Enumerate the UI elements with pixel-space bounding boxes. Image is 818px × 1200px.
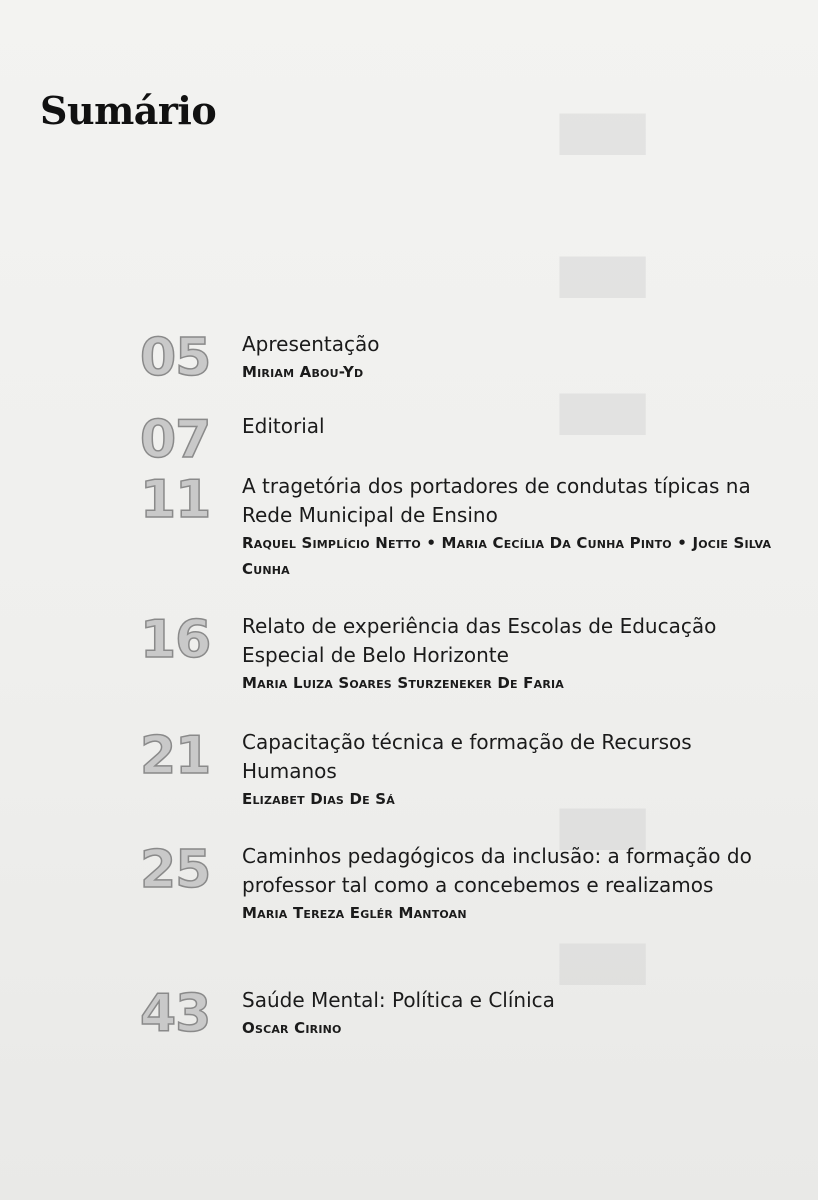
toc-entry-body [242, 472, 780, 582]
toc-entry [140, 410, 780, 470]
bleed-through-mark: ▅▅ [560, 90, 645, 155]
toc-entry-title: Relato de experiência das Escolas de Educação Especial de Belo Horizonte [242, 614, 717, 667]
toc-entry-body [242, 728, 780, 812]
toc-entry-body [242, 612, 780, 696]
toc-page-number: 43 [140, 984, 211, 1044]
toc-entry-authors: Raquel Simplício Netto • Maria Cecília Da Cunha Pinto • Jocie Silva Cunha [242, 534, 772, 578]
toc-entry-title: Caminhos pedagógicos da inclusão: a formação do professor tal como a concebemos e realizamos [242, 844, 752, 897]
toc-entry-title: A tragetória dos portadores de condutas típicas na Rede Municipal de Ensino [242, 474, 751, 527]
toc-entry-title: Apresentação [242, 332, 380, 356]
toc-entry [140, 328, 780, 388]
toc-entry [140, 728, 780, 812]
bleed-through-mark: ▅▅ [560, 233, 645, 298]
page-title: Sumário [40, 88, 217, 133]
toc-entry-body [242, 842, 780, 926]
bleed-through-mark: ▅▅ [560, 920, 645, 985]
toc-page-number: 25 [140, 840, 211, 900]
bleed-through-mark: ▅▅ [560, 370, 645, 435]
toc-entry-authors: Maria Luiza Soares Sturzeneker De Faria [242, 674, 565, 692]
toc-entry-title: Editorial [242, 414, 325, 438]
toc-page-number: 07 [140, 410, 211, 470]
toc-entry [140, 842, 780, 926]
toc-entry-authors: Oscar Cirino [242, 1019, 342, 1037]
toc-entry-title: Capacitação técnica e formação de Recursos Humanos [242, 730, 692, 783]
toc-page-number: 21 [140, 726, 211, 786]
toc-entry [140, 472, 780, 582]
toc-entry-authors: Maria Tereza Eglér Mantoan [242, 904, 467, 922]
toc-entry-authors: Elizabet Dias De Sá [242, 790, 395, 808]
toc-entry-body [242, 986, 780, 1041]
toc-entry-title: Saúde Mental: Política e Clínica [242, 988, 555, 1012]
toc-entry-body [242, 412, 780, 441]
toc-page-number: 11 [140, 470, 211, 530]
bleed-through-mark: ▅▅ [560, 785, 645, 850]
toc-entry-body [242, 330, 780, 385]
toc-page-number: 16 [140, 610, 211, 670]
toc-page-number: 05 [140, 328, 211, 388]
toc-entry-authors: Miriam Abou-Yd [242, 363, 364, 381]
toc-entry [140, 984, 780, 1044]
toc-entry [140, 612, 780, 696]
